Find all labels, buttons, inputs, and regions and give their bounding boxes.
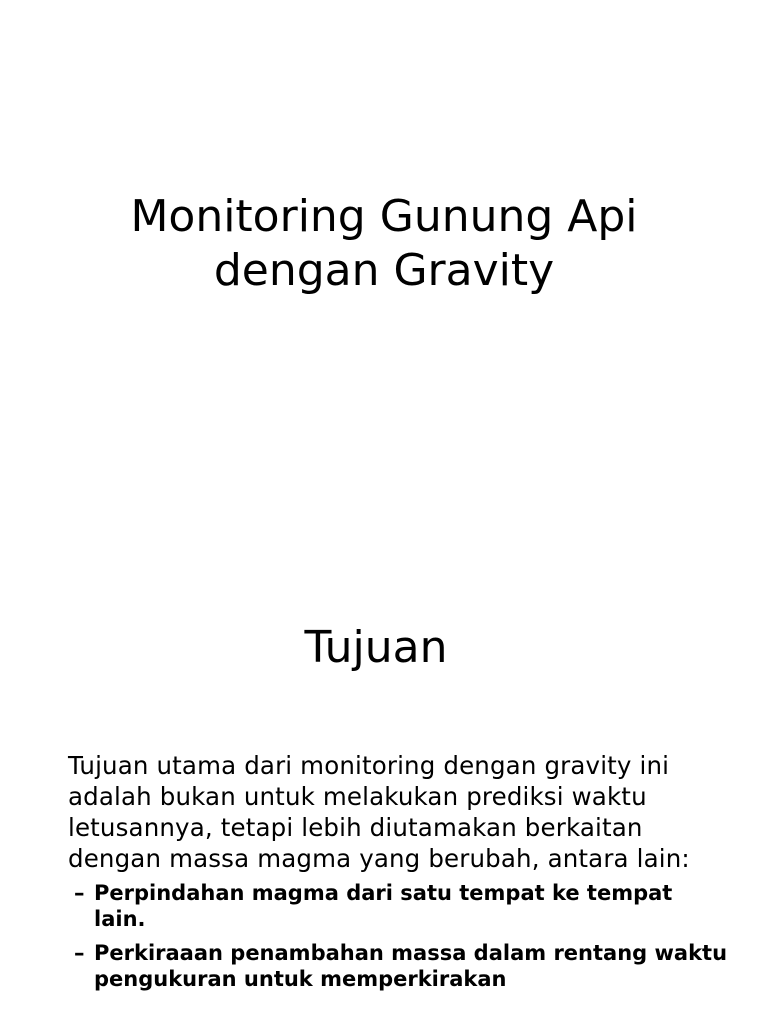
title-line-1: Monitoring Gunung Api bbox=[130, 191, 638, 242]
slide-title-heading bbox=[0, 190, 768, 298]
slide-tujuan bbox=[0, 576, 768, 1024]
dash-bullet-icon: – bbox=[74, 881, 85, 905]
bullet-text: Perpindahan magma dari satu tempat ke tempat lain. bbox=[94, 881, 673, 931]
body-paragraph: Tujuan utama dari monitoring dengan gravity ini adalah bukan untuk melakukan prediksi waktu letusannya, tetapi lebih diutamakan berkaitan dengan massa magma yang berubah, antara lain: bbox=[68, 751, 690, 873]
bullet-list bbox=[68, 880, 728, 992]
bullet-text: Perkiraaan penambahan massa dalam rentang waktu pengukuran untuk memperkirakan bbox=[94, 941, 728, 991]
slide-body bbox=[68, 750, 728, 1000]
dash-bullet-icon: – bbox=[74, 941, 85, 965]
title-line-2: dengan Gravity bbox=[213, 245, 555, 296]
bullet-item bbox=[68, 940, 728, 992]
bullet-item bbox=[68, 880, 728, 932]
slide-heading: Tujuan bbox=[304, 622, 448, 673]
